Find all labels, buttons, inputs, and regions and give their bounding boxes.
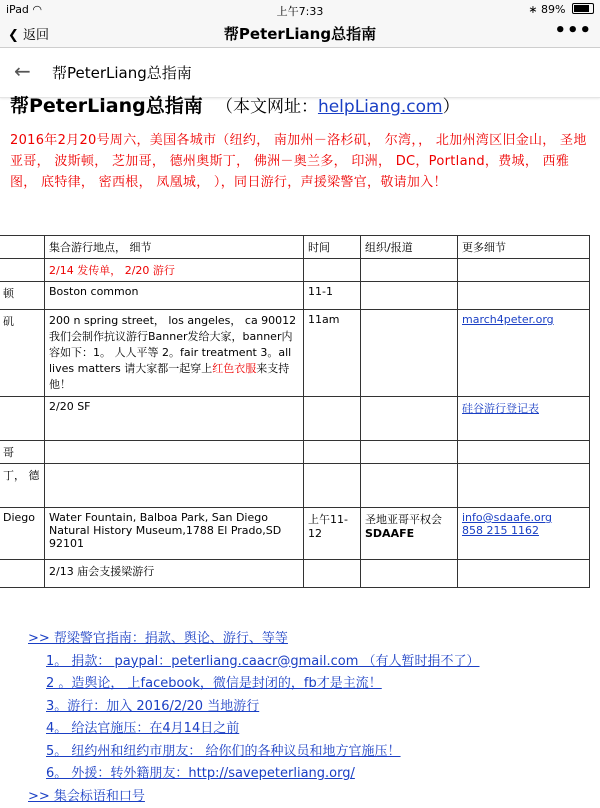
bluetooth-icon: ∗: [528, 3, 537, 16]
guide-link-march[interactable]: 3。游行：加入 2016/2/20 当地游行: [28, 696, 480, 719]
status-time: 上午7:33: [0, 3, 600, 19]
slogan-link[interactable]: >> 集会标语和口号: [28, 786, 480, 808]
location-cell: 2/13 庙会支援梁游行: [45, 560, 304, 588]
site-link[interactable]: helpLiang.com: [318, 97, 443, 117]
table-row: [0, 282, 590, 310]
table-row: [0, 310, 590, 397]
city-cell: 丁， 德: [0, 464, 45, 508]
guide-link-judge[interactable]: 4。 给法官施压：在4月14日之前: [28, 718, 480, 741]
march4peter-link[interactable]: march4peter.org: [462, 313, 554, 326]
battery-percent: 89%: [541, 3, 565, 16]
header-location: 集合游行地点， 细节: [45, 236, 304, 259]
city-cell: 顿: [0, 282, 45, 310]
status-bar: [0, 0, 600, 20]
location-cell: 200 n spring street， los angeles， ca 90012 我们会制作抗议游行Banner发给大家，banner内容如下：1。 人人平等 2。fair treatment 3。all lives matters 请大家都一起穿上红色衣服来支持他！: [45, 310, 304, 397]
back-arrow-icon[interactable]: ←: [14, 59, 31, 83]
nav-title: 帮PeterLiang总指南: [0, 23, 600, 44]
table-header-row: [0, 236, 590, 259]
app-bar-title: 帮PeterLiang总指南: [52, 62, 192, 83]
table-row: [0, 560, 590, 588]
org-cell: 圣地亚哥平权会 SDAAFE: [361, 508, 458, 560]
guide-link-donate[interactable]: 1。 捐款： paypal：peterliang.caacr@gmail.com （有人暂时捐不了）: [28, 651, 480, 674]
header-city: [0, 236, 45, 259]
battery-icon: [572, 3, 594, 14]
guide-link-ny[interactable]: 5。 纽约州和纽约市朋友： 给你们的各种议员和地方官施压！: [28, 741, 480, 764]
time-cell: 上午11-12: [304, 508, 361, 560]
sv-registration-link[interactable]: 硅谷游行登记表: [462, 402, 539, 415]
table-row: [0, 508, 590, 560]
more-options-button[interactable]: •••: [554, 20, 592, 41]
guide-links: [28, 628, 480, 808]
email-link[interactable]: info@sdaafe.org: [462, 511, 552, 524]
city-cell: Diego: [0, 508, 45, 560]
location-cell: Water Fountain, Balboa Park, San Diego Natural History Museum,1788 El Prado,SD 92101: [45, 508, 304, 560]
table-row: [0, 441, 590, 464]
location-cell: 2/20 SF: [45, 397, 304, 441]
time-cell: 11-1: [304, 282, 361, 310]
guide-link-facebook[interactable]: 2 。造舆论， 上facebook，微信是封闭的，fb才是主流！: [28, 673, 480, 696]
location-cell: Boston common: [45, 282, 304, 310]
phone-link[interactable]: 858 215 1162: [462, 524, 539, 537]
more-cell: [458, 508, 590, 560]
guide-main-link[interactable]: >> 帮梁警官指南：捐款、舆论、游行、等等: [28, 628, 480, 651]
header-org: 组织/报道: [361, 236, 458, 259]
page-title: 帮PeterLiang总指南 （本文网址：helpLiang.com）: [0, 90, 600, 122]
chevron-left-icon: ❮: [8, 28, 19, 43]
time-cell: 11am: [304, 310, 361, 397]
device-name: iPad ◠: [6, 3, 42, 16]
battery-status: [528, 3, 594, 16]
events-table: [0, 235, 590, 588]
intro-text: 2016年2月20号周六，美国各城市（纽约， 南加州－洛杉矶， 尔湾，， 北加州湾区旧金山， 圣地亚哥， 波斯顿， 芝加哥， 德州奥斯丁， 佛洲－奥兰多， 印洲， DC，Portland，费城， 西雅图， 底特律， 密西根， 凤凰城， ），同日游行，声援梁警官，敬请加入！: [0, 122, 600, 193]
city-cell: 矶: [0, 310, 45, 397]
table-row: [0, 464, 590, 508]
table-row: [0, 259, 590, 282]
banner-dates: 2/14 发传单， 2/20 游行: [45, 259, 304, 282]
wifi-icon: ◠: [32, 3, 42, 16]
header-time: 时间: [304, 236, 361, 259]
article-content: [0, 90, 600, 193]
header-more: 更多细节: [458, 236, 590, 259]
nav-bar: [0, 20, 600, 48]
guide-link-foreign[interactable]: 6。 外援：转外籍朋友：http://savepeterliang.org/: [28, 763, 480, 786]
table-row: [0, 397, 590, 441]
city-cell: 哥: [0, 441, 45, 464]
back-button[interactable]: ❮ 返回: [8, 24, 49, 43]
